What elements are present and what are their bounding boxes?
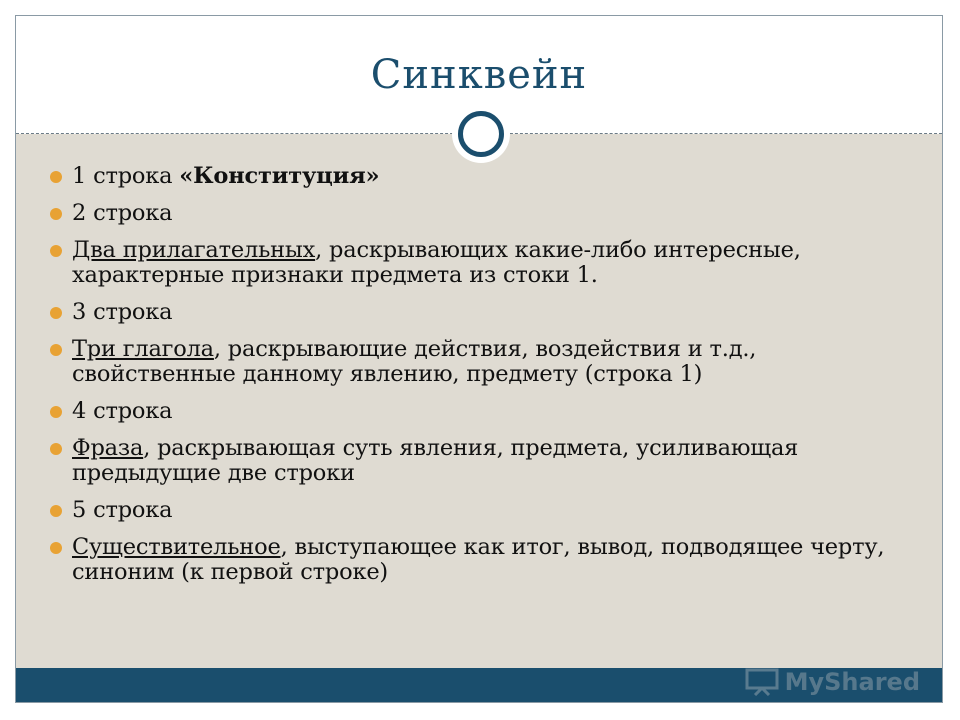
bullet-icon xyxy=(50,505,62,517)
watermark-text: MyShared xyxy=(784,668,920,696)
bullet-text: , раскрывающих какие-либо интересные, характерные признаки предмета из стоки 1. xyxy=(72,237,801,288)
bullet-icon xyxy=(50,344,62,356)
slide-title: Синквейн xyxy=(370,52,588,98)
bullet-icon xyxy=(50,443,62,455)
bullet-underlined-text: Три глагола xyxy=(72,336,214,362)
list-item xyxy=(52,238,912,288)
bullet-text: , раскрывающая суть явления, предмета, усиливающая предыдущие две строки xyxy=(72,435,799,486)
list-item xyxy=(52,399,912,424)
bullet-icon xyxy=(50,208,62,220)
bullet-underlined-text: Фраза xyxy=(72,435,144,461)
list-item xyxy=(52,164,912,189)
bullet-text: , раскрывающие действия, воздействия и т.д., свойственные данному явлению, предмету (строка 1) xyxy=(72,336,757,387)
presentation-icon xyxy=(745,668,779,696)
list-item xyxy=(52,300,912,325)
bullet-icon xyxy=(50,307,62,319)
list-item xyxy=(52,535,912,585)
bullet-underlined-text: Существительное xyxy=(72,534,281,560)
bullet-text: 2 строка xyxy=(72,200,173,226)
circle-ornament-icon xyxy=(452,105,510,163)
bullet-text: , выступающее как итог, вывод, подводящее черту, синоним (к первой строке) xyxy=(72,534,885,585)
list-item xyxy=(52,201,912,226)
bullet-underlined-text: Два прилагательных xyxy=(72,237,316,263)
bullet-icon xyxy=(50,406,62,418)
list-item xyxy=(52,436,912,486)
bullet-text: 5 строка xyxy=(72,497,173,523)
bullet-icon xyxy=(50,171,62,183)
list-item xyxy=(52,498,912,523)
bullet-bold-text: «Конституция» xyxy=(179,163,380,189)
bullet-text: 1 строка xyxy=(72,163,180,189)
bullet-text: 4 строка xyxy=(72,398,173,424)
bullet-list xyxy=(52,164,912,597)
watermark xyxy=(745,668,920,696)
bullet-text: 3 строка xyxy=(72,299,173,325)
bullet-icon xyxy=(50,245,62,257)
slide xyxy=(15,15,943,703)
bullet-icon xyxy=(50,542,62,554)
list-item xyxy=(52,337,912,387)
